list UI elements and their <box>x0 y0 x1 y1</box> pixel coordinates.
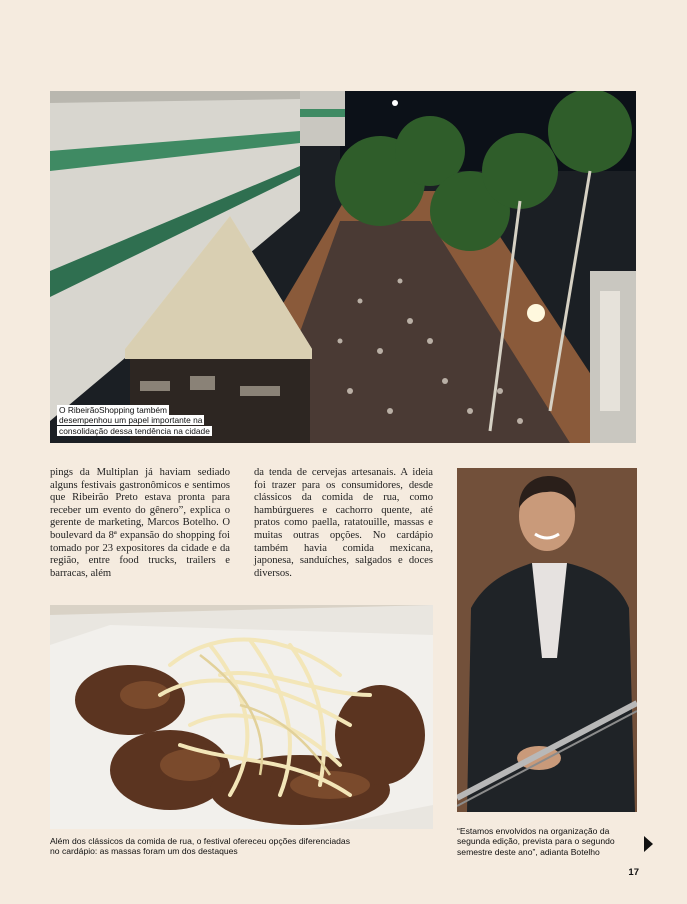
article-column-1: pings da Multiplan já haviam sediado alguns festivais gastronômicos e sentimos que Ribeirão Preto estava pronta para receber um evento do gênero”, explica o gerente de marketing, Marcos Botelho. O boulevard da 8ª expansão do shopping foi tomado por 23 expositores da cidade e da região, entre food trucks, trailers e barracas, além <box>50 467 230 579</box>
event-photo-caption: O RibeirãoShopping também desempenhou um papel importante na consolidação dessa tendência na cidade <box>59 405 210 436</box>
triangle-right-icon <box>644 836 653 852</box>
portrait-photo-caption: “Estamos envolvidos na organização da segunda edição, prevista para o segundo semestre deste ano”, adianta Botelho <box>457 826 615 857</box>
portrait-photo <box>457 468 637 812</box>
article-column-2: da tenda de cervejas artesanais. A ideia foi trazer para os consumidores, desde clássicos da comida de rua, como hambúrgueres e cachorro quente, até pratos como paella, ratatouille, massas e muitas outras opções. No cardápio também havia comida mexicana, japonesa, sanduíches, salgados e doces diversos. <box>254 467 433 579</box>
food-photo <box>50 605 433 829</box>
food-photo-caption: Além dos clássicos da comida de rua, o festival ofereceu opções diferenciadas no cardápio: as massas foram um dos destaques <box>50 836 350 857</box>
event-photo <box>50 91 636 443</box>
page-number: 17 <box>628 867 639 878</box>
